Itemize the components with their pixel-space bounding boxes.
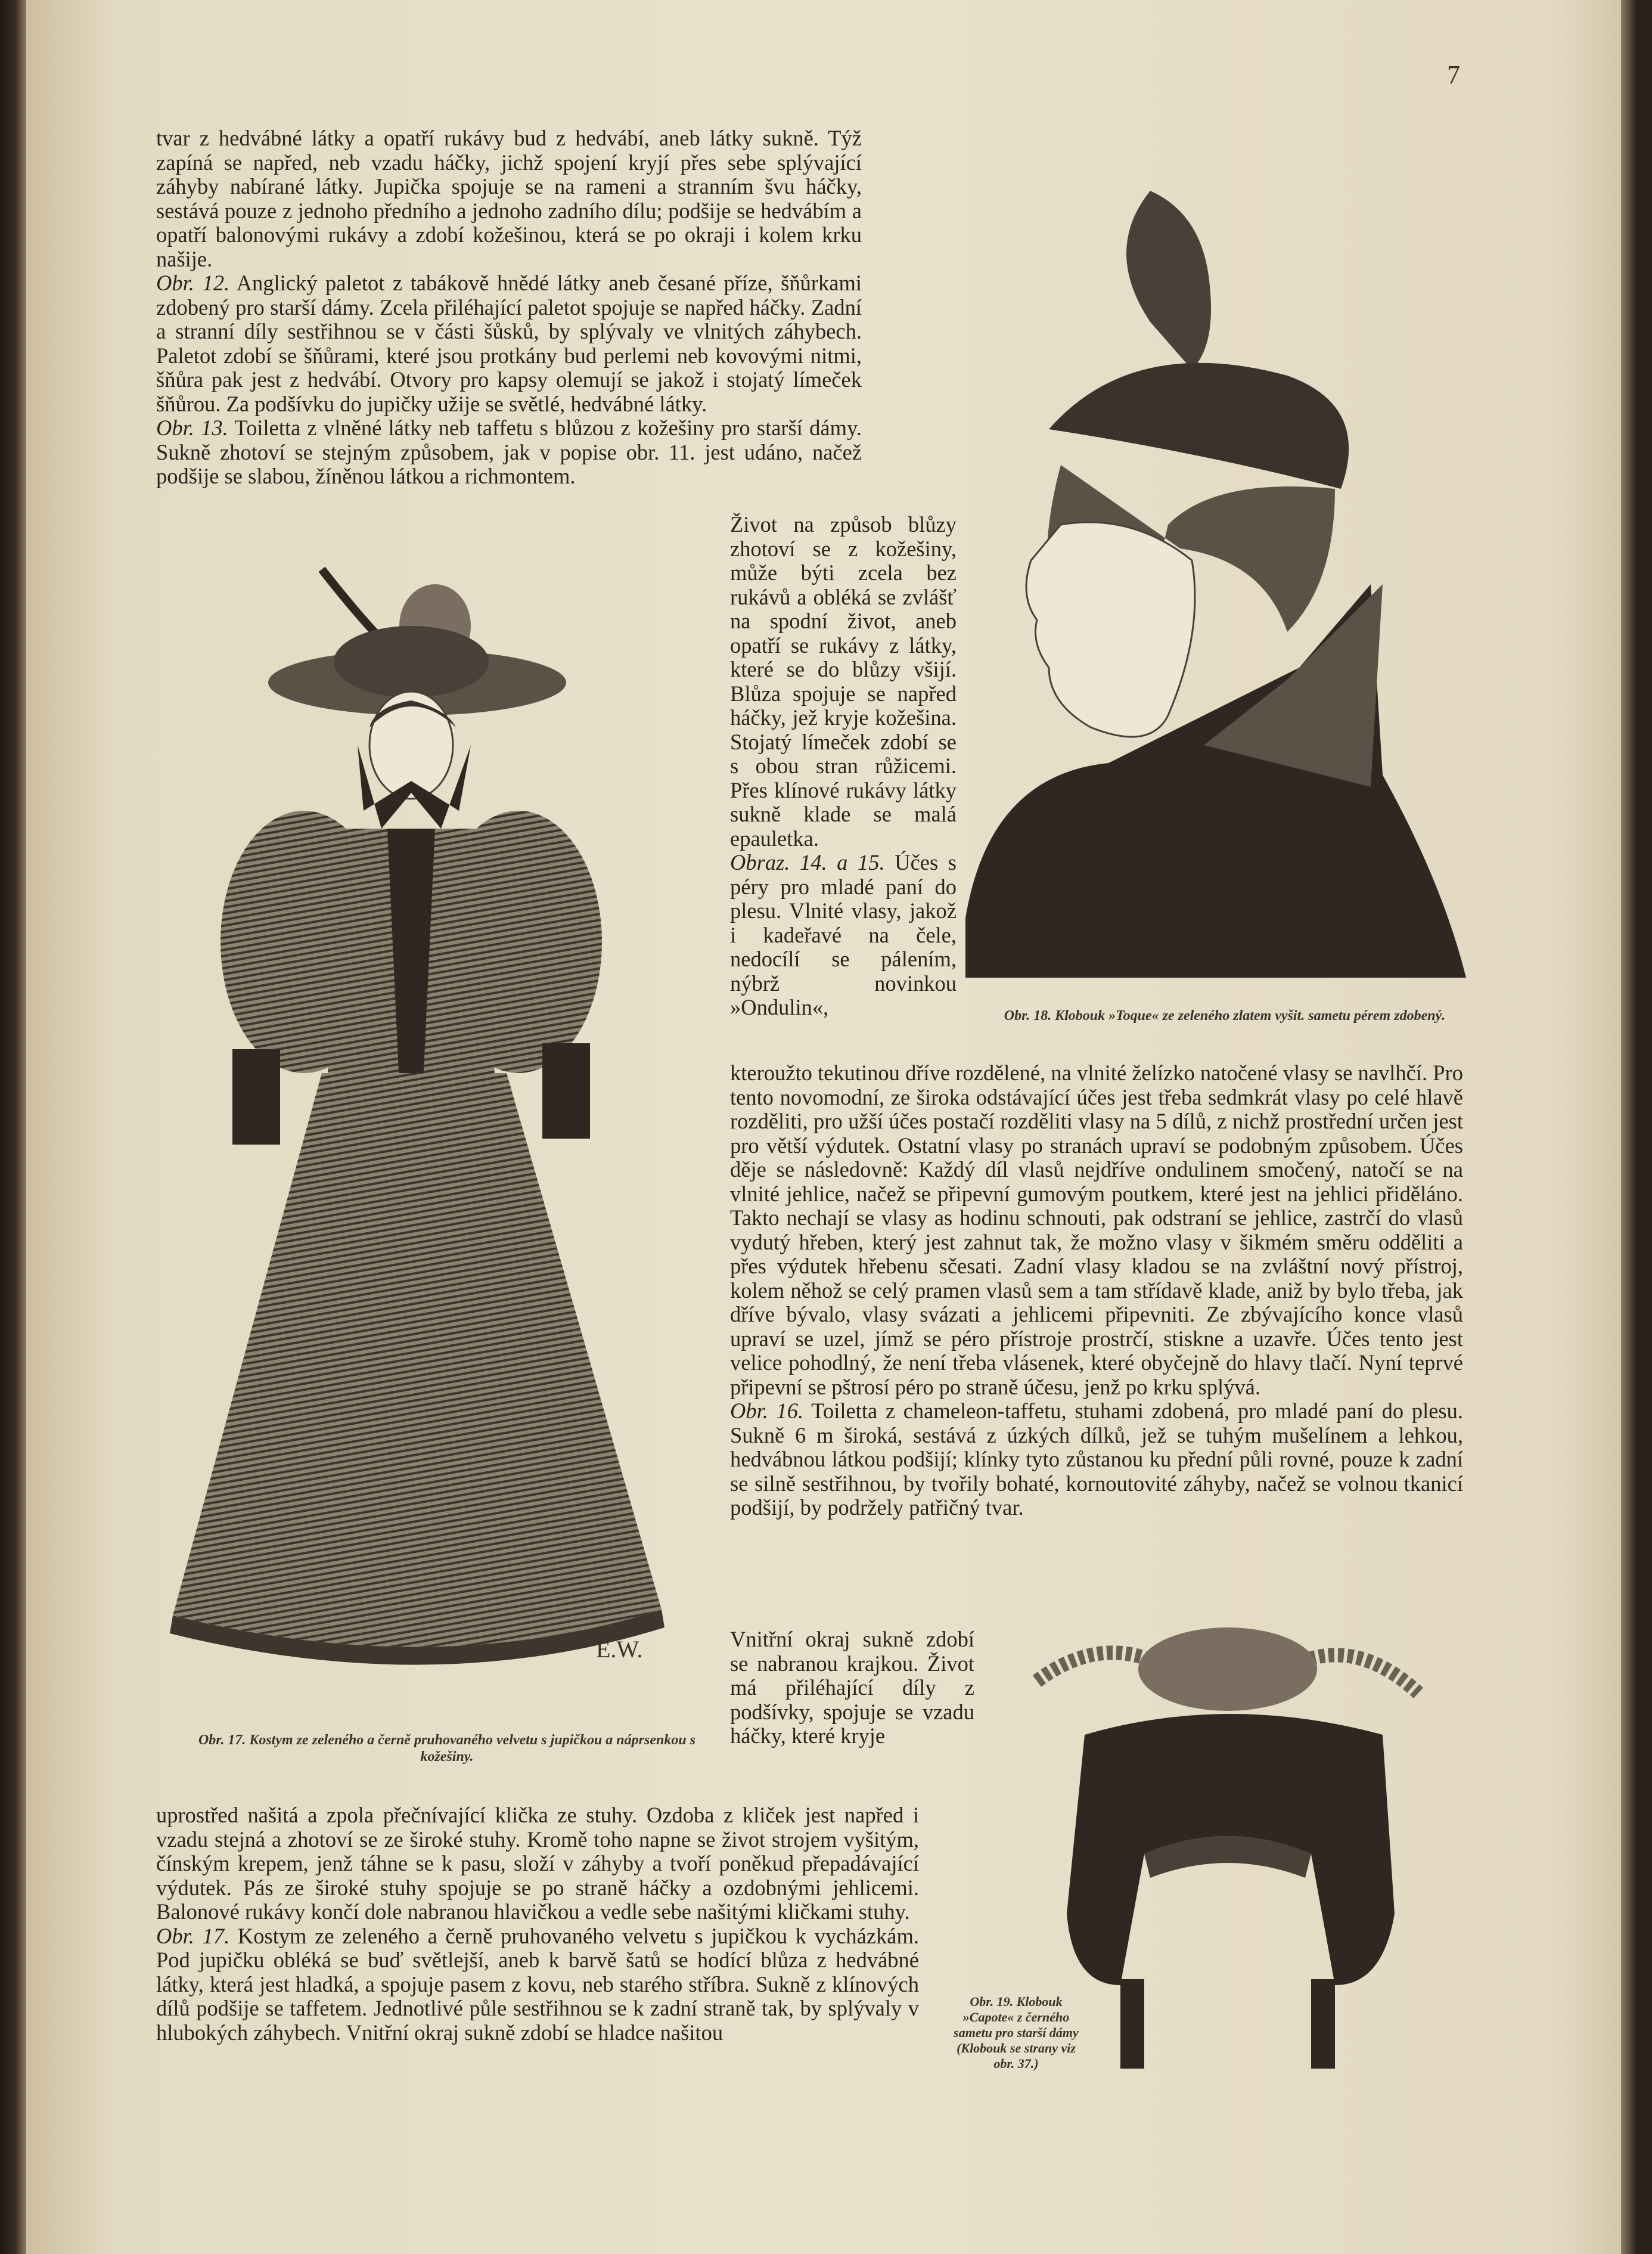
paragraph-obr12: Anglický paletot z tabákově hnědé látky aneb česané příze, šňůrkami zdobený pro starší dámy. Zcela přiléhající paletot spojuje se napřed háčky. Zadní a stranní díly sestřihnou se v části šůsků, by splývaly ve vlnitých záhybech. Paletot zdobí se šňůrami, které jsou protkány bud perlemi neb kovovými nitmi, šňůra pak jest z hedvábí. Otvory pro kapsy olemují se jakož i stojatý límeček šňůrou. Za podšívku do jupičky užije se světlé, hedvábné látky. xyxy=(156,271,862,416)
figure-label-13: Obr. 13. xyxy=(156,416,228,440)
caption-19-text: Obr. 19. Klobouk »Capote« z černého sametu pro starší dámy (Klobouk se strany viz obr. 37.) xyxy=(954,1994,1079,2071)
figure-label-16: Obr. 16. xyxy=(730,1399,804,1423)
paragraph-obr16-b: Vnitřní okraj sukně zdobí se nabranou krajkou. Život má přiléhající díly z podšívky, spojuje se vzadu háčky, které kryje xyxy=(730,1627,974,1748)
caption-figure-18 xyxy=(983,1007,1466,1024)
figure-label-14: Obraz. 14. a 15. xyxy=(730,850,885,875)
engraver-signature: E.W. xyxy=(596,1636,643,1663)
paragraph-obr13-a: Toiletta z vlněné látky neb taffetu s blůzou z kožešiny pro starší dámy. Sukně zhotoví se stejným způsobem, jak v popise obr. 11. jest udáno, načež podšije se slabou, žíněnou látkou a richmontem. xyxy=(156,416,862,488)
caption-figure-19 xyxy=(945,1994,1088,2072)
illustration-costume xyxy=(125,548,709,1711)
paragraph-obr14-a: Účes s péry pro mladé paní do plesu. Vlnité vlasy, jakož i kadeřavé na čele, nedocílí se pálením, nýbrž novinkou »Ondulin«, xyxy=(730,850,957,1019)
caption-17-text: Obr. 17. Kostym ze zeleného a černě pruhovaného velvetu s jupičkou a náprsenkou s kožešiny. xyxy=(198,1732,696,1765)
text-block-top xyxy=(156,126,862,489)
paragraph-obr14-b: kteroužto tekutinou dříve rozdělené, na vlnité želízko natočené vlasy se navlhčí. Pro tento novomodní, ze široka odstávající účes jest třeba sedmkrát vlasy po celé hlavě rozděliti, pro užší účes postačí rozděliti vlasy na 5 dílů, z nichž prostřední určen jest pro větší výdutek. Ostatní vlasy po stranách upraví se podobným způsobem. Účes děje se následovně: Každý díl vlasů nejdříve ondulinem smočený, natočí se na vlnité jehlice, načež se připevní gumovým poutkem, které jest na jehlici přiděláno. Takto nechají se vlasy as hodinu schnouti, pak odstraní se jehlice, zastrčí do vlasů vydutý hřeben, který jest zahnut tak, že možno vlasy v šikmém směru odděliti a přes výdutek hřebenu sčesati. Zadní vlasy kladou se na zvláštní nový přístroj, kolem něhož se celý pramen vlasů sem a tam střídavě klade, aniž by bylo třeba, jak dříve bývalo, vlasy svázati a jehlicemi připevniti. Ze zbývajícího konce vlasů upraví se uzel, jímž se péro přístroje prostrčí, stiskne a uzavře. Účes tento jest velice pohodlný, že není třeba vlásenek, které obyčejně do hlavy tlačí. Nyní teprvé připevní se pštrosí péro po straně účesu, jenž po krku splývá. xyxy=(730,1061,1463,1399)
figure-label-17: Obr. 17. xyxy=(156,1923,230,1948)
caption-18-text: Obr. 18. Klobouk »Toque« ze zeleného zlatem vyšit. sametu pérem zdobený. xyxy=(1004,1008,1446,1024)
paragraph-obr16-c: uprostřed našitá a zpola přečnívající klička ze stuhy. Ozdoba z kliček jest napřed i vzadu stejná a zhotoví se ze široké stuhy. Kromě toho napne se život strojem vyšitým, čínským krepem, jenž táhne se k pasu, složí v záhyby a tvoří poněkud přepadávající výdutek. Pás ze široké stuhy spojuje se po straně háčky a ozdobnými jehlicemi. Balonové rukávy končí dole nabranou hlavičkou a vedle sebe našitými kličkami stuhy. xyxy=(156,1803,919,1924)
figure-label-12: Obr. 12. xyxy=(156,271,230,295)
text-column-narrow-lower xyxy=(730,1627,974,1748)
page-edge xyxy=(1621,0,1637,2254)
text-column-narrow xyxy=(730,513,957,1020)
paragraph-intro: tvar z hedvábné látky a opatří rukávy bud z hedvábí, aneb látky sukně. Týž zapíná se napřed, neb vzadu háčky, jichž spojení kryjí přes sebe splývající záhyby nabírané látky. Jupička spojuje se na rameni a stranním švu háčky, sestává pouze z jednoho předního a jednoho zadního dílu; podšije se hedvábím a opatří balonovými rukávy a zdobí kožešinou, která se po okraji i kolem krku našije. xyxy=(156,126,862,271)
text-block-bottom xyxy=(156,1803,919,2045)
text-column-right xyxy=(730,1061,1463,1520)
book-binding xyxy=(0,0,26,2254)
paragraph-obr13-b: Život na způsob blůzy zhotoví se z kožešiny, může býti zcela bez rukávů a obléká se zvlášť na spodní život, aneb opatří se rukávy z látky, které se do blůzy všijí. Blůza spojuje se napřed háčky, jež kryje kožešina. Stojatý límeček zdobí se s obou stran růžicemi. Přes klínové rukávy látky sukně klade se malá epauletka. xyxy=(730,512,957,851)
paragraph-obr17: Kostym ze zeleného a černě pruhovaného velvetu s jupičkou k vycházkám. Pod jupičku obléká se buď světlejší, aneb k barvě šatů se hodící blůza z hedvábné látky, která jest hladká, a spojuje pasem z kovu, neb starého stříbra. Sukně z klínových dílů podšije se taffetem. Jednotlivé půle sestřihnou se k zadní straně tak, by splývaly v hlubokých záhybech. Vnitřní okraj sukně zdobí se hladce našitou xyxy=(156,1923,920,2045)
caption-figure-17 xyxy=(179,1732,715,1765)
costume-engraving xyxy=(125,548,709,1711)
page-number: 7 xyxy=(1447,60,1460,89)
illustration-toque xyxy=(954,179,1466,978)
paragraph-obr16-a: Toiletta z chameleon-taffetu, stuhami zdobená, pro mladé paní do plesu. Sukně 6 m široká, sestává z úzkých dílků, jež se tuhým mušelínem a lehkou, hedvábnou látkou podšijí; klínky tyto zůstanou ku přední půli rovné, pouze k zadní se silně sestřihnou, by tvořily bohaté, kornoutovité záhyby, načež se volnou tkanicí podšijí, by podržely patřičný tvar. xyxy=(730,1399,1463,1520)
toque-engraving xyxy=(954,179,1466,978)
